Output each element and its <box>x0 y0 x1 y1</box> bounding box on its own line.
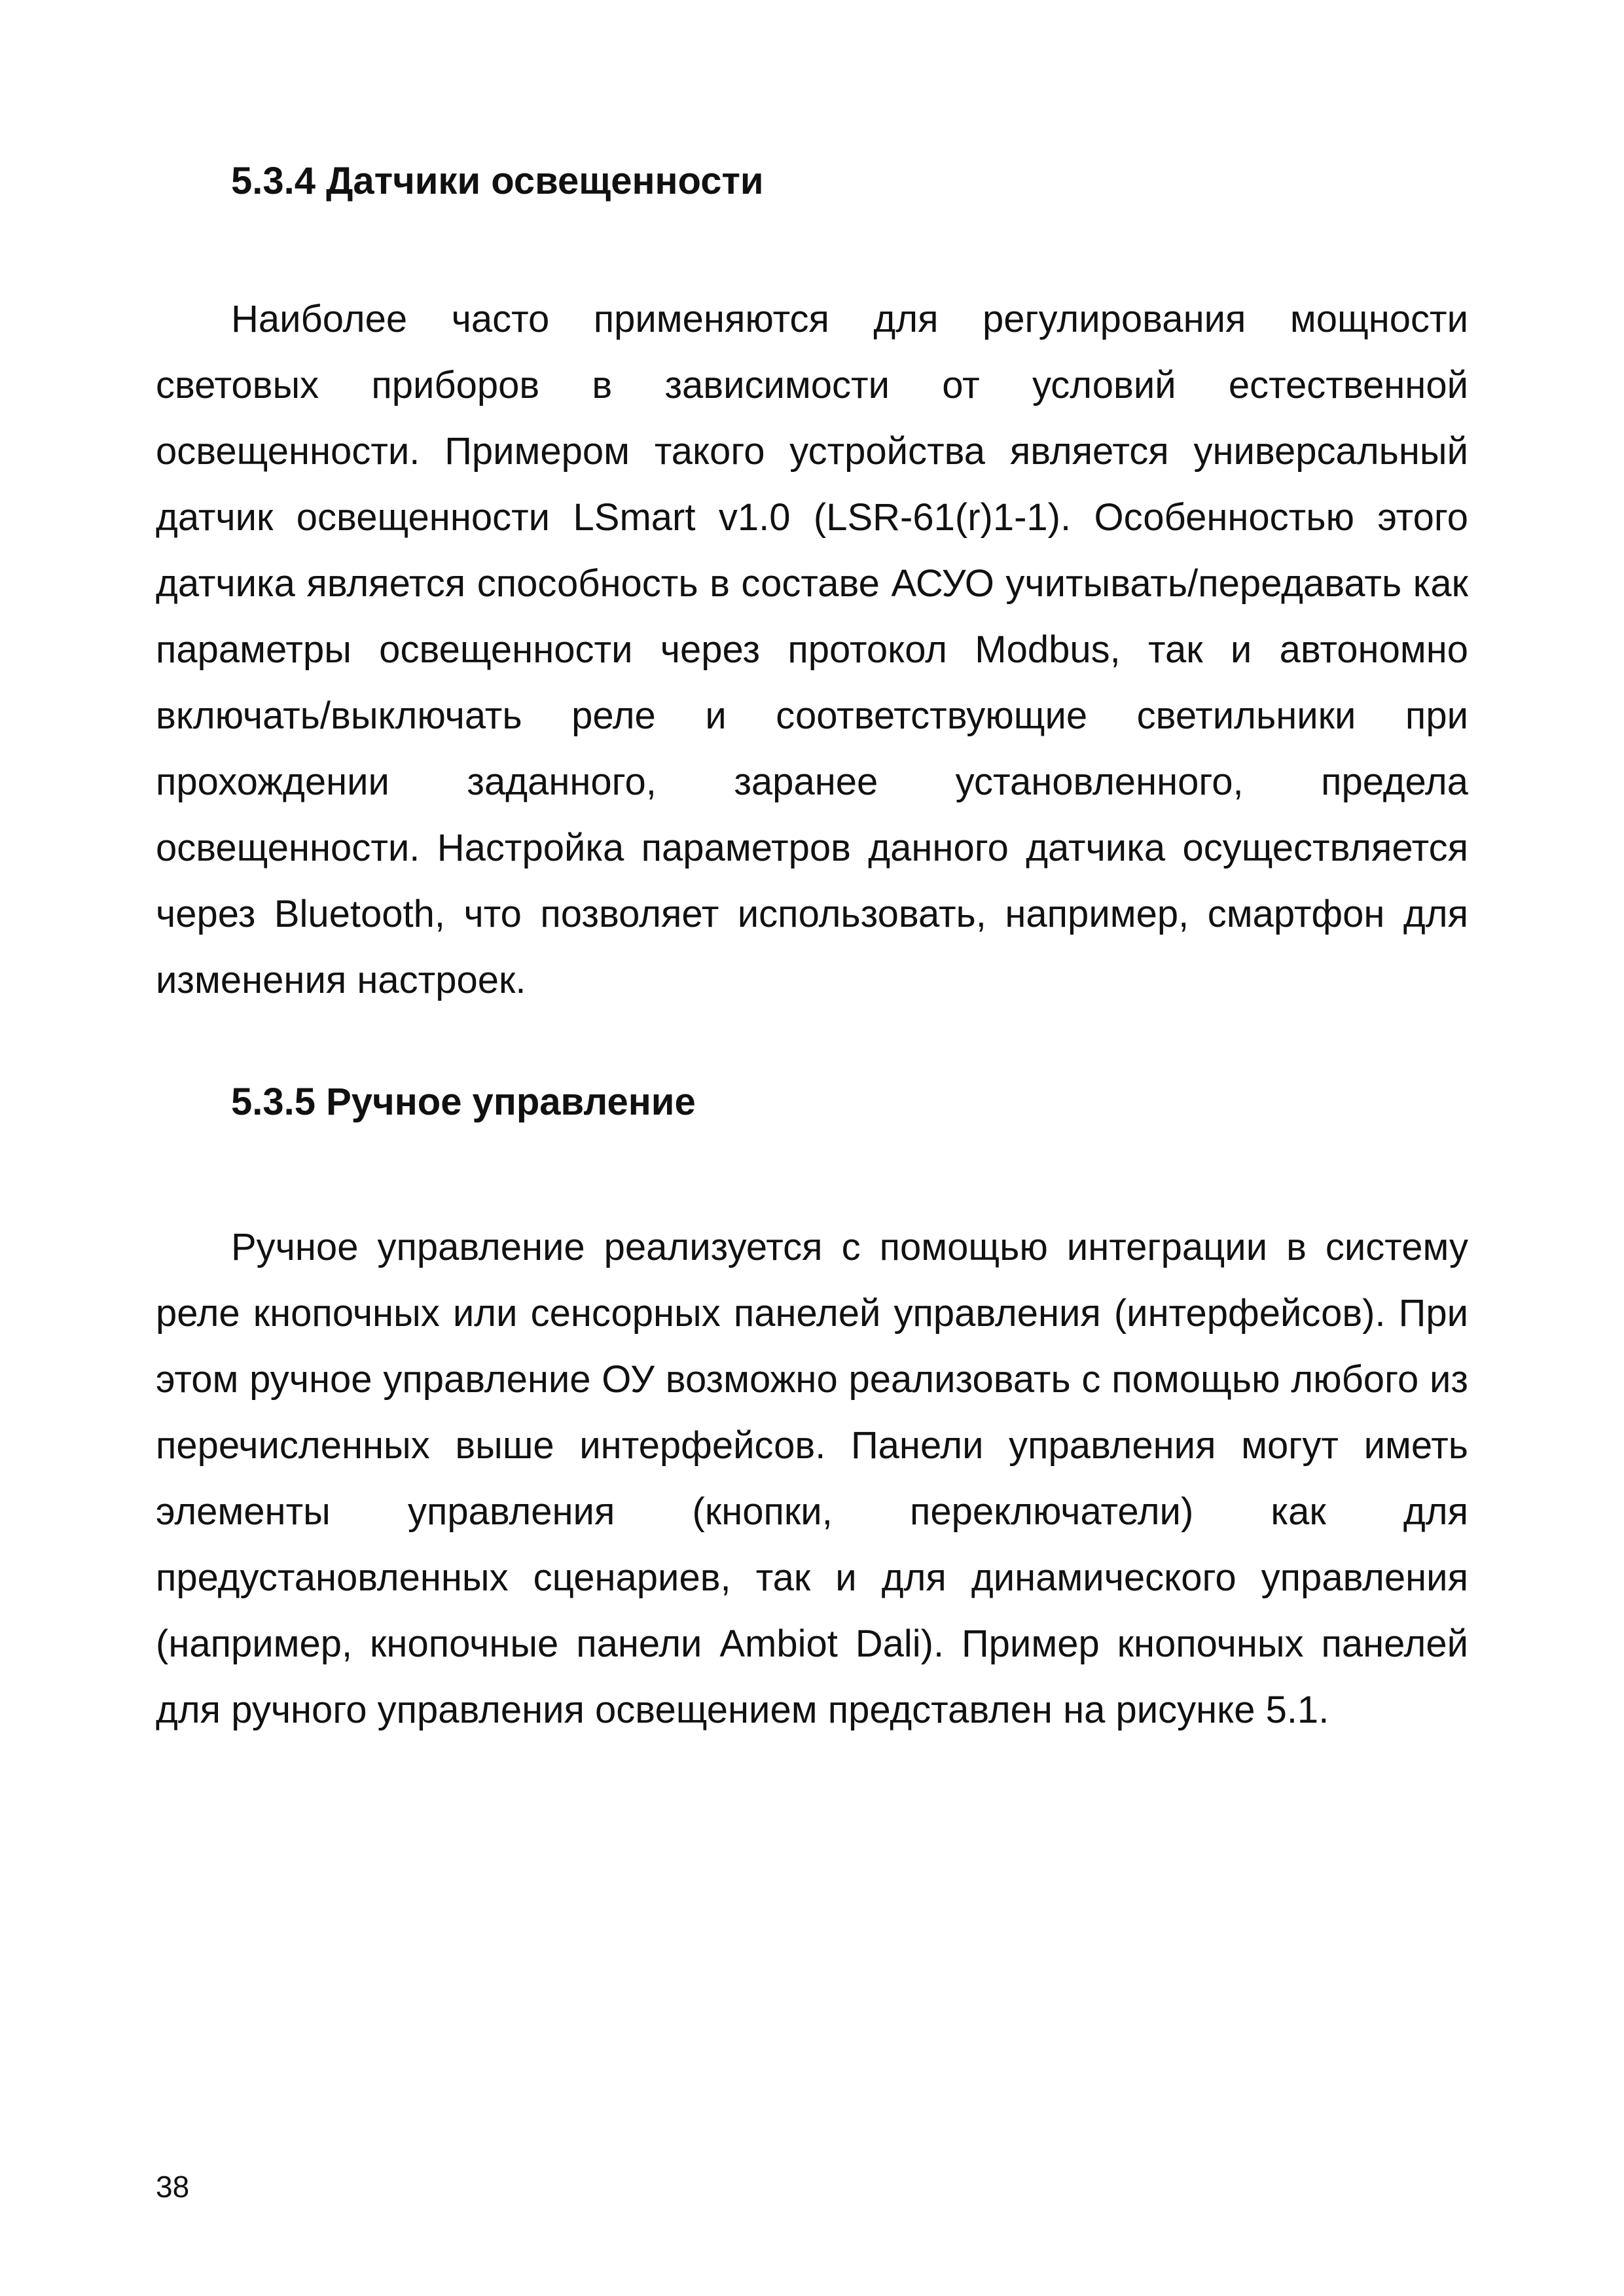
text-line: прохождении заданного, заранее установленного, предела <box>156 761 1468 803</box>
paragraph-light-sensors <box>156 286 1468 1013</box>
text-line: световых приборов в зависимости от условий естественной <box>156 364 1468 406</box>
paragraph-manual-control <box>156 1214 1468 1743</box>
text-line: освещенности. Настройка параметров данного датчика осуществляется <box>156 827 1468 869</box>
text-line: датчик освещенности LSmart v1.0 (LSR-61(r)1-1). Особенностью этого <box>156 496 1468 539</box>
text-line: для ручного управления освещением представлен на рисунке 5.1. <box>156 1689 1329 1731</box>
text-line: включать/выключать реле и соответствующие светильники при <box>156 694 1468 737</box>
text-line: изменения настроек. <box>156 959 526 1001</box>
text-line: перечисленных выше интерфейсов. Панели управления могут иметь <box>156 1424 1468 1467</box>
text-line: этом ручное управление ОУ возможно реализовать с помощью любого из <box>156 1358 1468 1401</box>
text-line: предустановленных сценариев, так и для динамического управления <box>156 1556 1468 1599</box>
text-line: (например, кнопочные панели Ambiot Dali). Пример кнопочных панелей <box>156 1623 1468 1665</box>
text-line: параметры освещенности через протокол Modbus, так и автономно <box>156 628 1468 671</box>
text-line: освещенности. Примером такого устройства является универсальный <box>156 430 1468 473</box>
text-line: Наиболее часто применяются для регулирования мощности <box>231 298 1468 340</box>
text-line: через Bluetooth, что позволяет использовать, например, смартфон для <box>156 893 1468 935</box>
section-heading-5-3-5: 5.3.5 Ручное управление <box>231 1081 696 1123</box>
page-number: 38 <box>156 2170 190 2204</box>
text-line: реле кнопочных или сенсорных панелей управления (интерфейсов). При <box>156 1292 1468 1335</box>
text-line: датчика является способность в составе АСУО учитывать/передавать как <box>156 562 1468 605</box>
text-line: элементы управления (кнопки, переключатели) как для <box>156 1490 1468 1533</box>
section-heading-5-3-4: 5.3.4 Датчики освещенности <box>231 160 764 202</box>
text-line: Ручное управление реализуется с помощью интеграции в систему <box>231 1226 1468 1268</box>
